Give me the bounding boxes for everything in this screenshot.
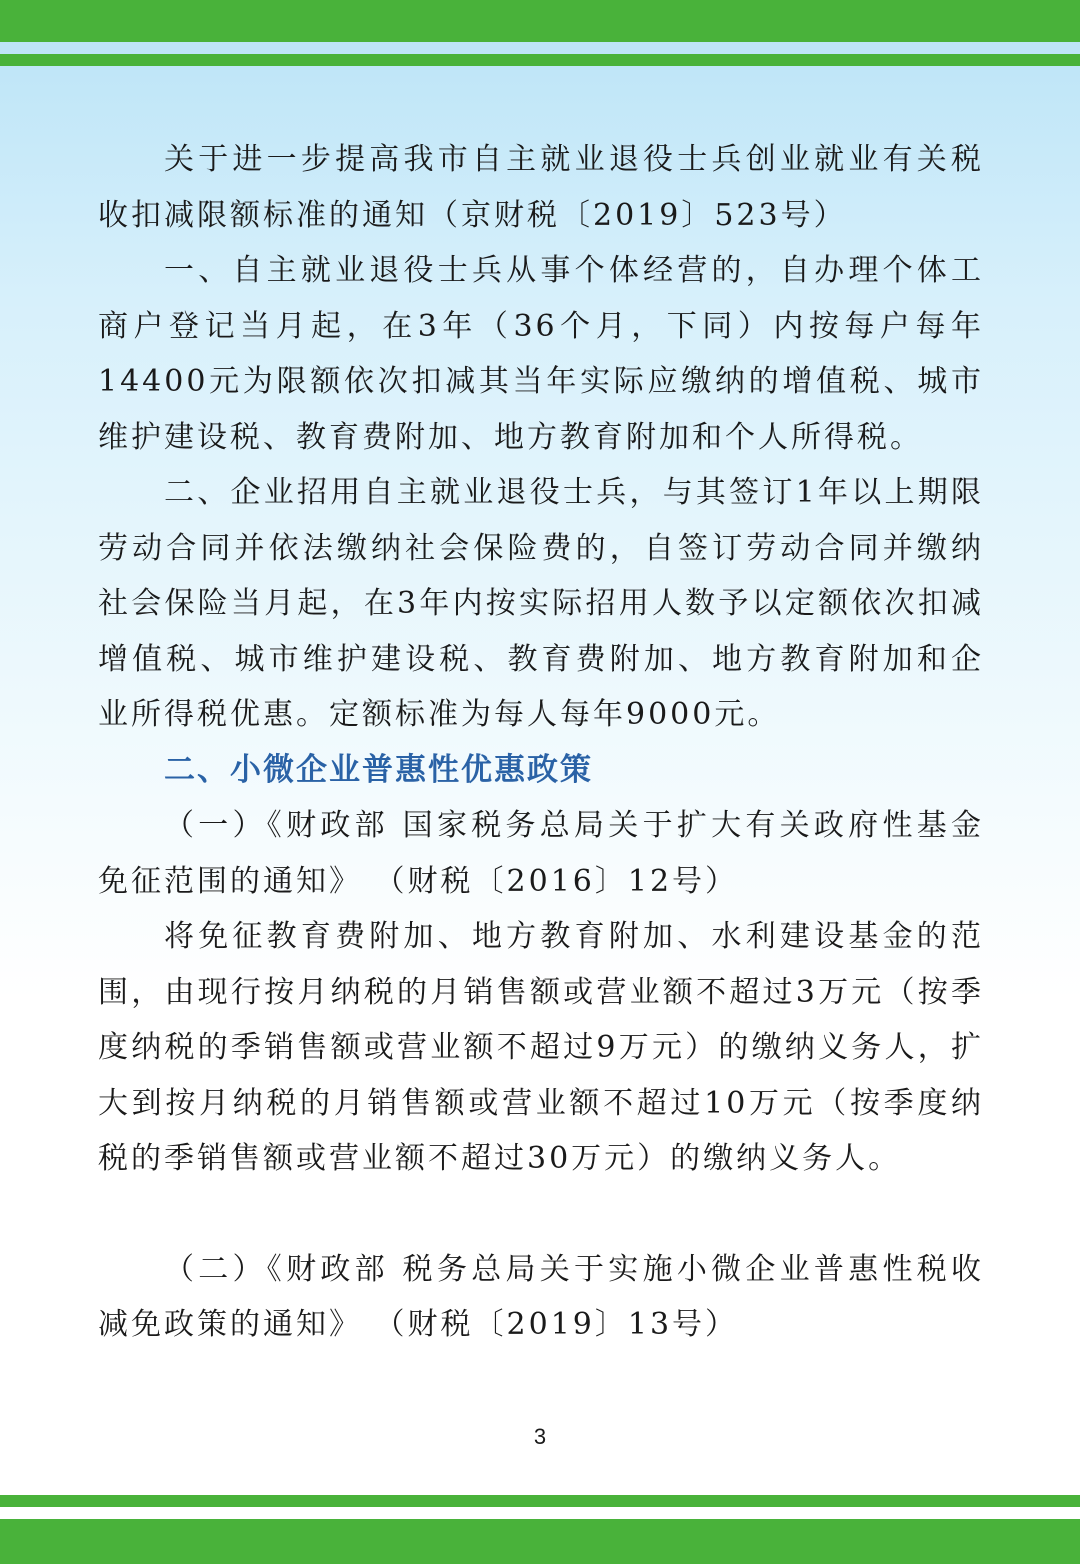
document-body (98, 132, 984, 1353)
fund-exemption-detail-paragraph: 将免征教育费附加、地方教育附加、水利建设基金的范围，由现行按月纳税的月销售额或营业额不超过3万元（按季度纳税的季销售额或营业额不超过9万元）的缴纳义务人，扩大到按月纳税的月销售额或营业额不超过10万元（按季度纳税的季销售额或营业额不超过30万元）的缴纳义务人。 (98, 919, 984, 1176)
bottom-green-stripe (0, 1495, 1080, 1507)
section-heading: 二、小微企业普惠性优惠政策 (164, 751, 593, 788)
fund-exemption-notice-paragraph: （一）《财政部 国家税务总局关于扩大有关政府性基金免征范围的通知》 （财税〔2016〕12号） (98, 808, 984, 899)
top-green-stripe (0, 54, 1080, 66)
small-micro-enterprise-notice-paragraph: （二）《财政部 税务总局关于实施小微企业普惠性税收减免政策的通知》 （财税〔2019〕13号） (98, 1251, 984, 1342)
enterprise-hiring-veterans-paragraph: 二、企业招用自主就业退役士兵，与其签订1年以上期限劳动合同并依法缴纳社会保险费的，自签订劳动合同并缴纳社会保险当月起，在3年内按实际招用人数予以定额依次扣减增值税、城市维护建设税、教育费附加、地方教育附加和企业所得税优惠。定额标准为每人每年9000元。 (98, 475, 984, 732)
veteran-self-employed-paragraph: 一、自主就业退役士兵从事个体经营的，自办理个体工商户登记当月起，在3年（36个月，下同）内按每户每年14400元为限额依次扣减其当年实际应缴纳的增值税、城市维护建设税、教育费附加、地方教育附加和个人所得税。 (98, 253, 984, 455)
top-green-band (0, 0, 1080, 42)
bottom-green-band (0, 1519, 1080, 1564)
page-number: 3 (533, 1424, 547, 1449)
notice-title-paragraph: 关于进一步提高我市自主就业退役士兵创业就业有关税收扣减限额标准的通知（京财税〔2019〕523号） (98, 142, 984, 233)
